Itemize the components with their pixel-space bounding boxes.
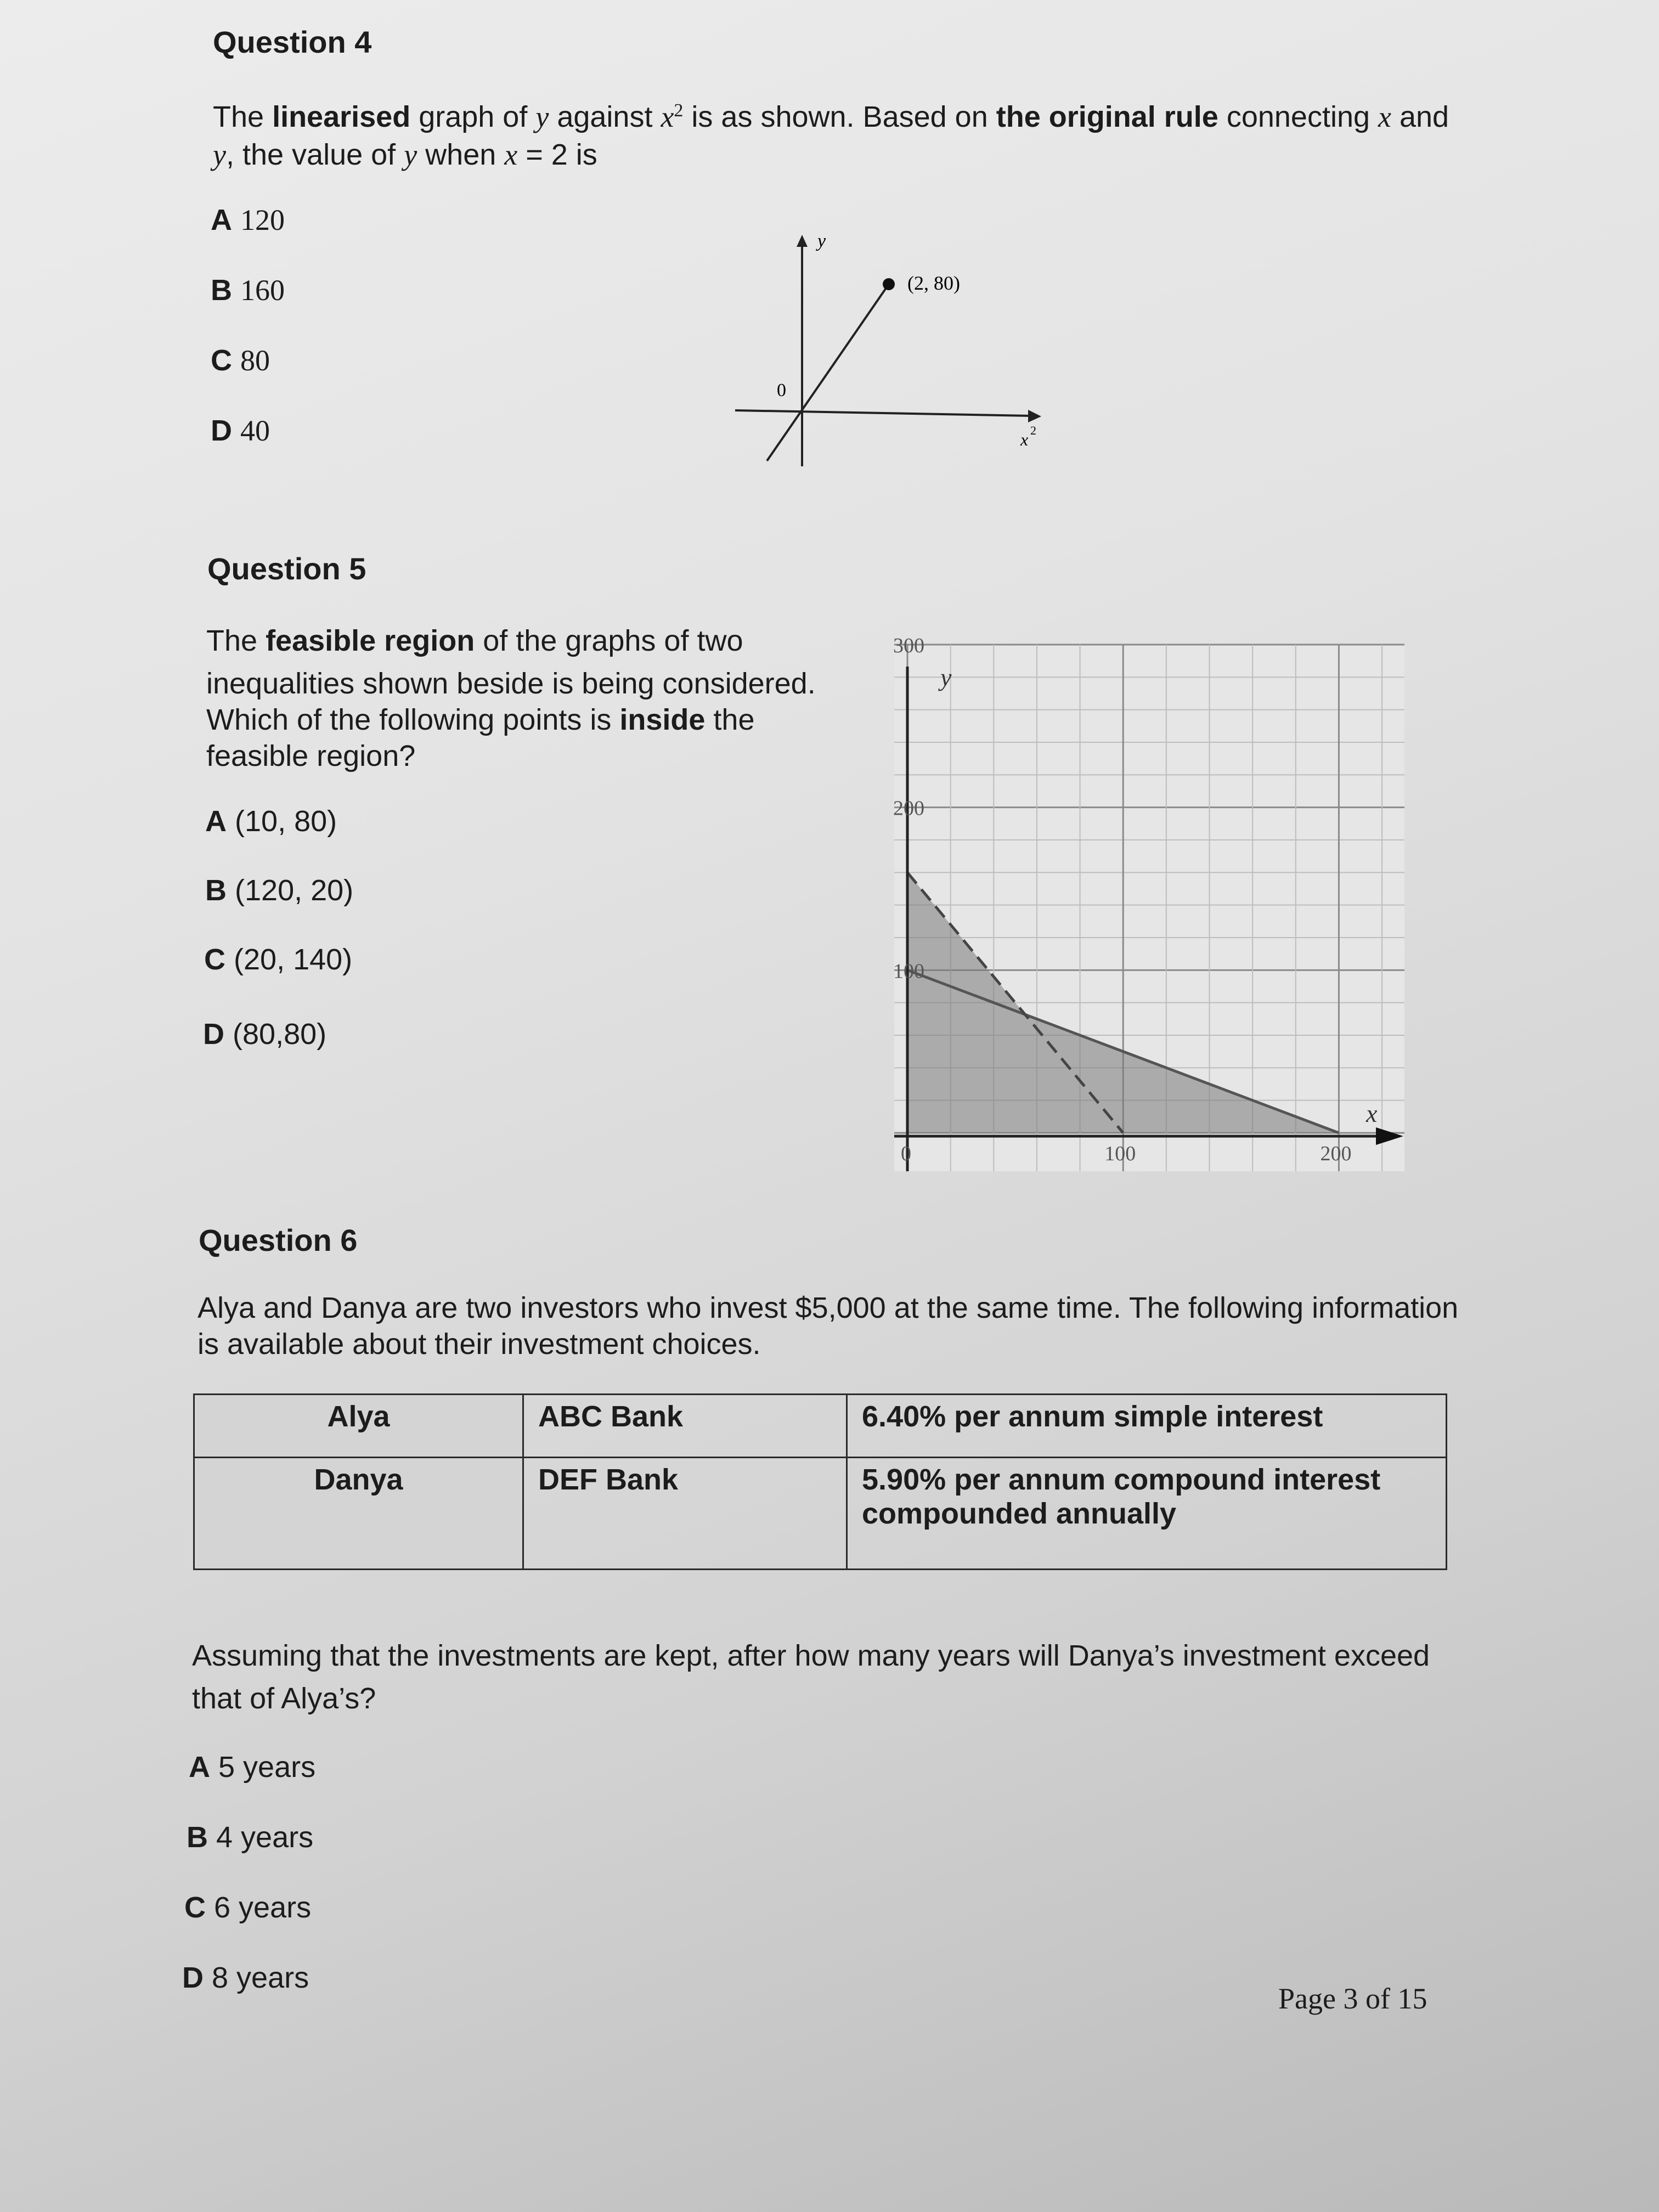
investor-name: Danya bbox=[194, 1458, 523, 1570]
q4-y-arrow bbox=[797, 235, 808, 247]
q4-stem-line1: The linearised graph of y against $x^2$ is as shown. Based on the original rule connecting x and bbox=[213, 100, 1449, 133]
page-number: Page 3 of 15 bbox=[1278, 1982, 1427, 2015]
q4-option-b[interactable]: B 160 bbox=[211, 274, 285, 307]
y-tick-label: 200 bbox=[893, 797, 924, 820]
investor-name: Alya bbox=[194, 1395, 523, 1458]
q6-option-b[interactable]: B 4 years bbox=[187, 1821, 314, 1854]
x-axis-label: x bbox=[1366, 1099, 1378, 1127]
q6-intro-line2: is available about their investment choices. bbox=[198, 1328, 761, 1361]
interest-rate: 5.90% per annum compound interest compounded annually bbox=[847, 1458, 1447, 1570]
q5-option-d[interactable]: D (80,80) bbox=[203, 1018, 327, 1051]
table-row bbox=[194, 1458, 1447, 1570]
y-tick-label: 100 bbox=[893, 960, 924, 983]
q5-stem-line2: inequalities shown beside is being considered. bbox=[206, 667, 816, 700]
q4-option-c[interactable]: C 80 bbox=[211, 344, 270, 377]
x-tick-label: 200 bbox=[1320, 1142, 1352, 1165]
x-tick-label: 0 bbox=[901, 1142, 911, 1165]
q6-intro-line1: Alya and Danya are two investors who invest $5,000 at the same time. The following information bbox=[198, 1291, 1459, 1324]
y-tick-label: 300 bbox=[893, 634, 924, 657]
q5-stem-line1: The feasible region of the graphs of two bbox=[206, 624, 743, 657]
q4-heading: Question 4 bbox=[213, 25, 372, 59]
q5-option-b[interactable]: B (120, 20) bbox=[205, 874, 354, 907]
q6-option-d[interactable]: D 8 years bbox=[182, 1961, 309, 1994]
q4-point bbox=[883, 278, 895, 290]
q4-linear-graph bbox=[724, 219, 1064, 477]
bank-name: ABC Bank bbox=[523, 1395, 847, 1458]
q6-option-a[interactable]: A 5 years bbox=[189, 1751, 316, 1784]
q5-option-a[interactable]: A (10, 80) bbox=[205, 805, 337, 838]
q5-stem-line3: Which of the following points is inside the bbox=[206, 703, 755, 736]
q5-heading: Question 5 bbox=[207, 551, 366, 586]
interest-rate: 6.40% per annum simple interest bbox=[847, 1395, 1447, 1458]
q6-question-line1: Assuming that the investments are kept, after how many years will Danya’s investment exceed bbox=[192, 1639, 1430, 1672]
q5-feasible-region-chart bbox=[867, 631, 1415, 1180]
q4-origin-label: 0 bbox=[777, 380, 786, 400]
q6-heading: Question 6 bbox=[199, 1223, 358, 1257]
q4-point-label: (2, 80) bbox=[907, 272, 960, 294]
table-row bbox=[194, 1395, 1447, 1458]
q5-option-c[interactable]: C (20, 140) bbox=[204, 943, 353, 976]
q4-x-arrow bbox=[1028, 410, 1041, 422]
q6-question-line2: that of Alya’s? bbox=[192, 1682, 376, 1715]
q4-x-label: x bbox=[1020, 430, 1029, 449]
q4-option-d[interactable]: D 40 bbox=[211, 414, 270, 447]
q4-line bbox=[767, 284, 889, 461]
investment-table bbox=[193, 1393, 1447, 1570]
q4-stem-line2: y, the value of y when x = 2 is bbox=[213, 138, 597, 171]
bank-name: DEF Bank bbox=[523, 1458, 847, 1570]
q4-y-label: y bbox=[817, 231, 826, 251]
q5-stem-line4: feasible region? bbox=[206, 740, 416, 772]
q4-option-a[interactable]: A 120 bbox=[211, 204, 285, 236]
q4-x-sup: 2 bbox=[1030, 424, 1036, 437]
x-tick-label: 100 bbox=[1104, 1142, 1136, 1165]
y-axis-label: y bbox=[940, 663, 952, 691]
q4-x-axis bbox=[735, 410, 1031, 416]
q6-option-c[interactable]: C 6 years bbox=[184, 1891, 312, 1924]
